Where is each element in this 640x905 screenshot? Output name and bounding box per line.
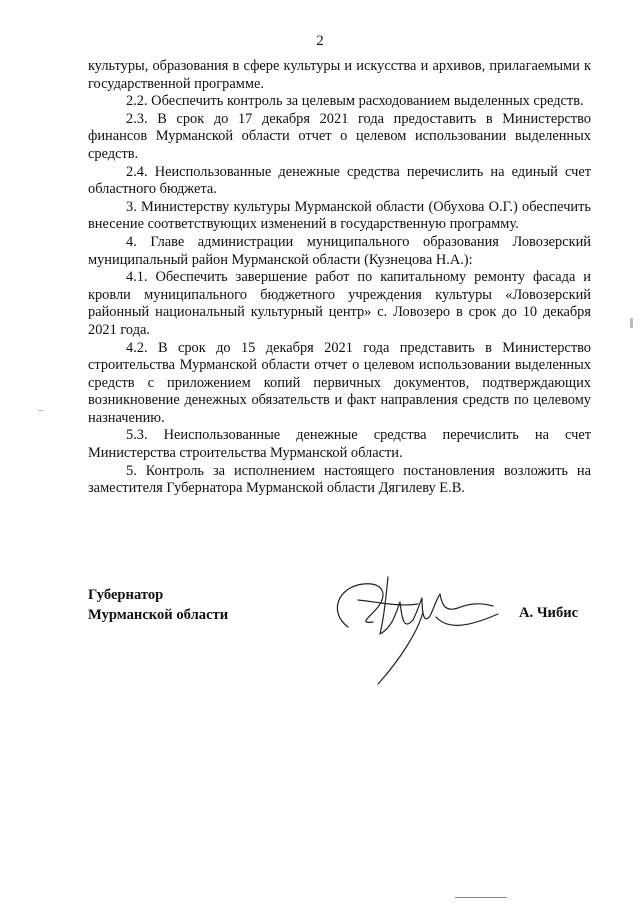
scan-mark (630, 318, 633, 328)
paragraph: 5. Контроль за исполнением настоящего постановления возложить на заместителя Губернатора Мурманской области Дягилеву Е.В. (88, 462, 591, 497)
scan-mark (38, 410, 43, 411)
handwritten-signature (318, 572, 518, 692)
paragraph: 2.3. В срок до 17 декабря 2021 года предоставить в Министерство финансов Мурманской области отчет о целевом использовании выделенных средств. (88, 110, 591, 162)
paragraph: 4.2. В срок до 15 декабря 2021 года представить в Министерство строительства Мурманской области отчет о целевом использовании выделенных средств с приложением копий первичных документов, подтверждающих возникновение денежных обязательств и факт направления средств по целевому назначению. (88, 339, 591, 426)
signatory-name: А. Чибис (519, 605, 579, 621)
page-number: 2 (316, 33, 324, 49)
signatory-title-line2: Мурманской области (88, 607, 229, 623)
paragraph: культуры, образования в сфере культуры и искусства и архивов, прилагаемыми к государственной программе. (88, 58, 591, 92)
paragraph: 2.2. Обеспечить контроль за целевым расходованием выделенных средств. (126, 93, 584, 110)
footer-line (455, 897, 507, 898)
document-body (88, 58, 591, 498)
signatory-title (88, 585, 228, 625)
signatory-title-line1: Губернатор (88, 587, 164, 603)
paragraph: 5.3. Неиспользованные денежные средства перечислить на счет Министерства строительства Мурманской области. (88, 427, 591, 462)
paragraph: 4. Главе администрации муниципального образования Ловозерский муниципальный район Мурманской области (Кузнецова Н.А.): (88, 233, 591, 268)
paragraph: 2.4. Неиспользованные денежные средства перечислить на единый счет областного бюджета. (88, 163, 591, 198)
paragraph: 3. Министерству культуры Мурманской области (Обухова О.Г.) обеспечить внесение соответствующих изменений в государственную программу. (88, 198, 591, 233)
paragraph: 4.1. Обеспечить завершение работ по капитальному ремонту фасада и кровли муниципального бюджетного учреждения культуры «Ловозерский районный национальный культурный центр» с. Ловозеро в срок до 10 декабря 2021 года. (88, 269, 591, 338)
